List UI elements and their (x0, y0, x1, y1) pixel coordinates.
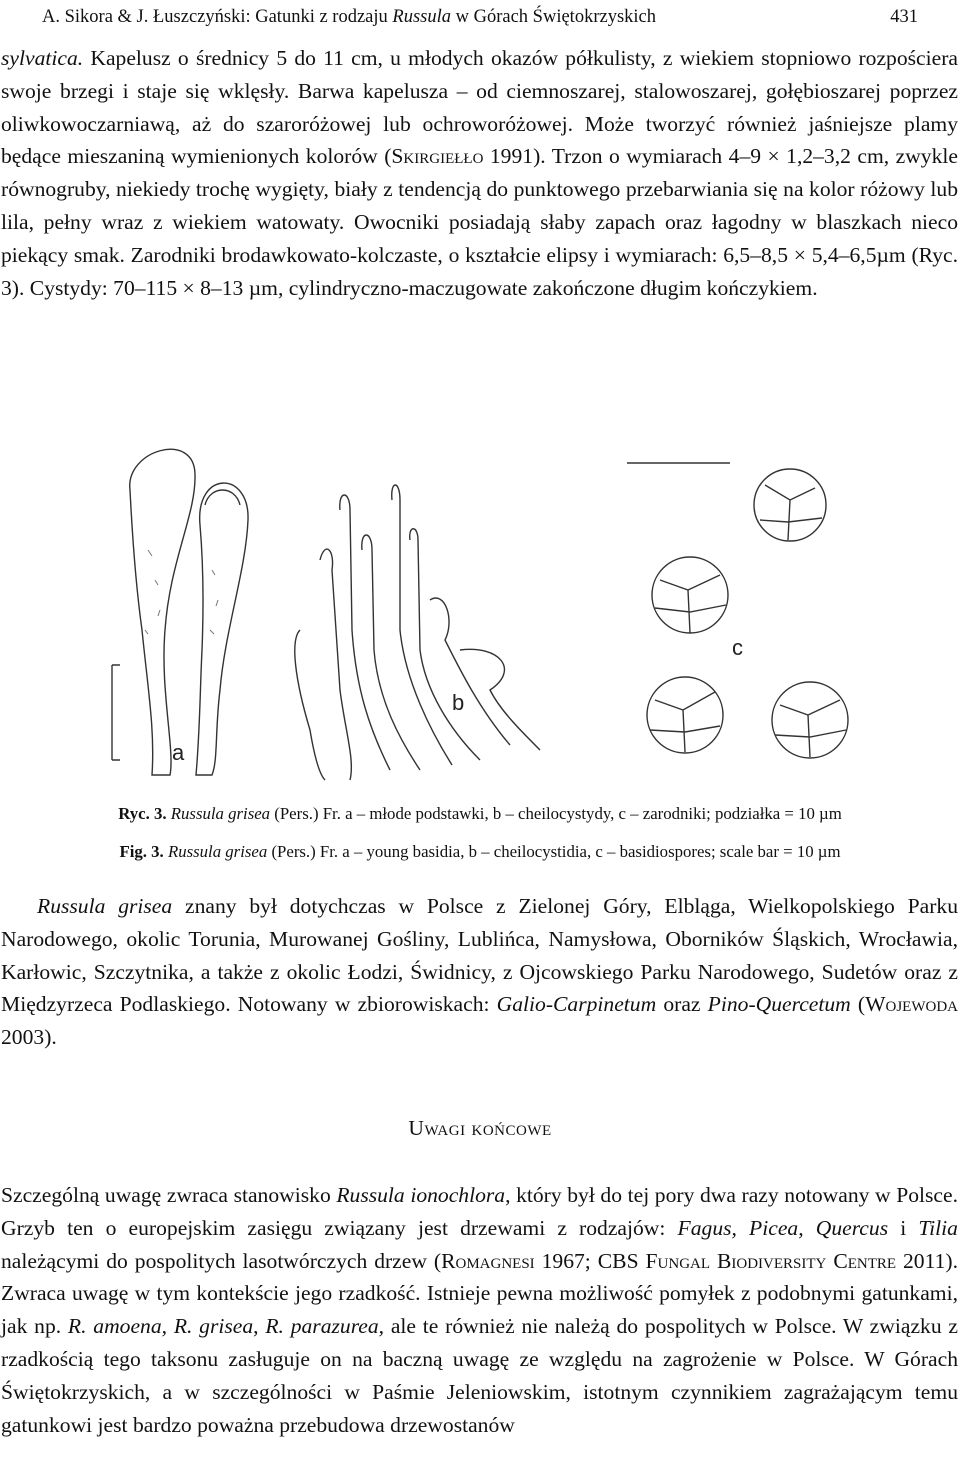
paragraph-distribution: Russula grisea znany był dotychczas w Polsce z Zielonej Góry, Elbląga, Wielkopolskiego Parku Narodowego, okolic Torunia, Murowanej Gośliny, Lublińca, Namysłowa, Oborników Śląskich, Wrocławia, Karłowic, Szczytnika, a także z okolic Łodzi, Świdnicy, z Ojcowskiego Parku Narodowego, Sudetów oraz z Międzyrzeca Podlaskiego. Notowany w zbiorowiskach: Galio-Carpinetum oraz Pino-Quercetum (Wojewoda 2003). (1, 894, 958, 1050)
paragraph-description: sylvatica. Kapelusz o średnicy 5 do 11 cm, u młodych okazów półkulisty, z wiekiem stopniowo rozpościera swoje brzegi i staje się wklęsły. Barwa kapelusza – od ciemnoszarej, stalowoszarej, gołębioszarej poprzez oliwkowoczarniawą, aż do szaroróżowej lub ochroworóżowej. Może tworzyć również jaśniejsze plamy będące mieszaniną wymienionych kolorów (Skirgiełło 1991). Trzon o wymiarach 4–9 × 1,2–3,2 cm, zwykle równogruby, niekiedy trochę wygięty, biały z tendencją do punktowego przebarwiania się na kolor różowy lub lila, pełny wraz z wiekiem watowaty. Owocniki posiadają słaby zapach oraz łagodny w blaszkach nieco piekący smak. Zarodniki brodawkowato-kolczaste, o kształcie elipsy i wymiarach: 6,5–8,5 × 5,4–6,5µm (Ryc. 3). Cystydy: 70–115 × 8–13 µm, cylindryczno-maczugowate zakończone długim kończykiem. (1, 46, 958, 300)
figure-russula-grisea (100, 430, 940, 790)
species-epithet: sylvatica. (1, 46, 84, 70)
basidia-drawing (112, 449, 248, 775)
section-heading: Uwagi końcowe (408, 1116, 552, 1140)
figure-illustration (100, 430, 940, 790)
species-name: Russula grisea (37, 894, 173, 918)
figure-caption-english: Fig. 3. Russula grisea (Pers.) Fr. a – young basidia, b – cheilocystidia, c – basidiospores; scale bar = 10 µm (119, 842, 841, 861)
figure-caption-polish: Ryc. 3. Russula grisea (Pers.) Fr. a – młode podstawki, b – cheilocystydy, c – zarodniki; podziałka = 10 µm (118, 804, 842, 823)
panel-label-b: b (452, 690, 465, 715)
basidiospores-drawing (627, 463, 848, 758)
cheilocystidia-drawing (295, 485, 540, 780)
running-header-title: A. Sikora & J. Łuszczyński: Gatunki z rodzaju Russula w Górach Świętokrzyskich (42, 7, 656, 27)
basidia-stipple (145, 550, 218, 634)
page-number: 431 (890, 7, 918, 27)
reference-author: Skirgiełło (391, 144, 484, 169)
reference-author: Wojewoda (865, 992, 958, 1017)
panel-label-c: c (732, 635, 743, 660)
panel-label-a: a (172, 740, 185, 765)
running-header (0, 4, 960, 34)
header-genus: Russula (392, 7, 451, 27)
paragraph-remarks: Szczególną uwagę zwraca stanowisko Russula ionochlora, który był do tej pory dwa razy notowany w Polsce. Grzyb ten o europejskim zasięgu związany jest drzewami z rodzajów: Fagus, Picea, Quercus i Tilia należącymi do pospolitych lasotwórczych drzew (Romagnesi 1967; CBS Fungal Biodiversity Centre 2011). Zwraca uwagę w tym kontekście jego rzadkość. Istnieje pewna możliwość pomyłek z podobnymi gatunkami, jak np. R. amoena, R. grisea, R. parazurea, ale te również nie należą do pospolitych w Polsce. W związku z rzadkością tego taksonu zasługuje on na baczną uwagę ze względu na zagrożenie w Polsce. W Górach Świętokrzyskich, a w szczególności w Paśmie Jeleniowskim, istotnym czynnikiem zagrażającym temu gatunkowi jest bardzo poważna przebudowa drzewostanów (1, 1183, 958, 1437)
